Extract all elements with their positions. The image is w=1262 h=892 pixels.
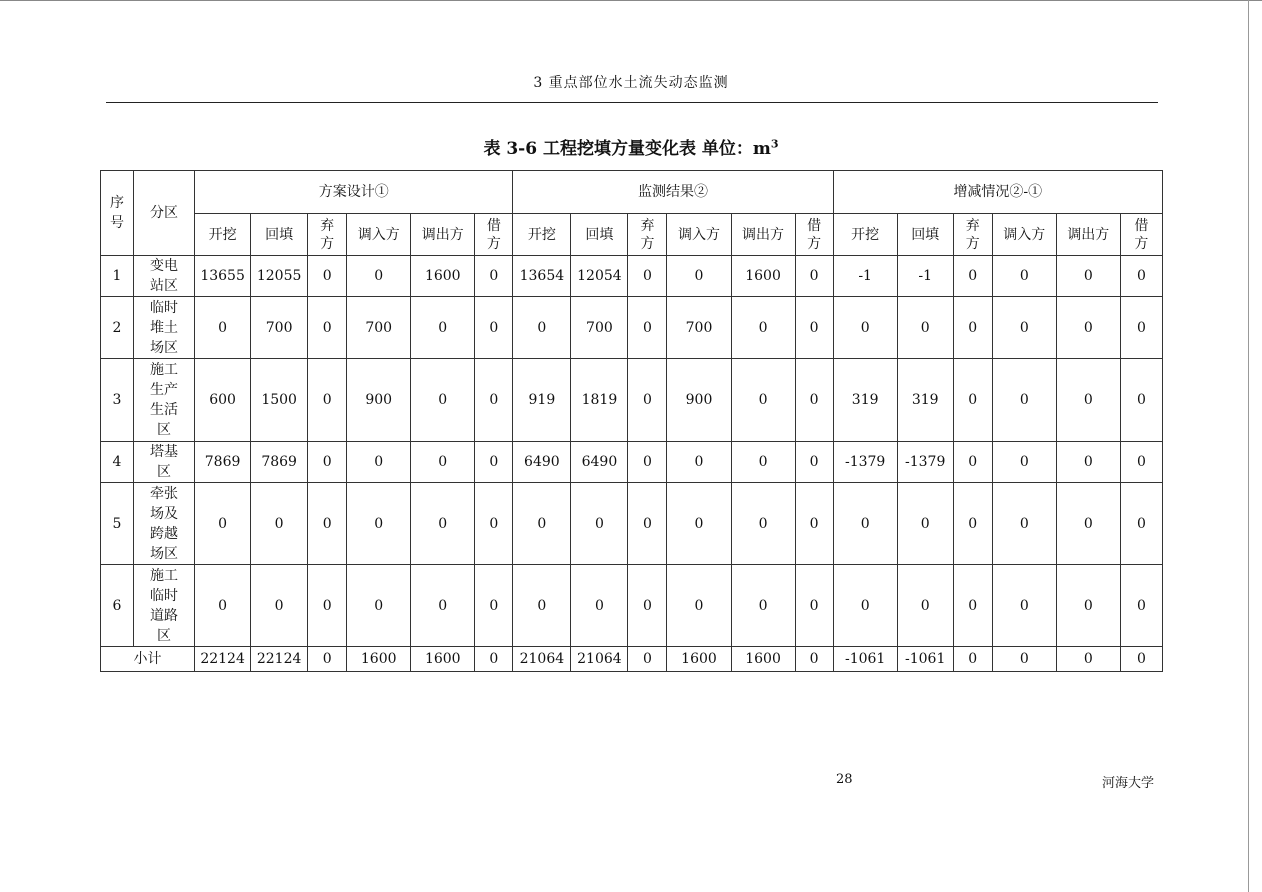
table-cell: 0	[195, 565, 251, 647]
table-cell: 0	[1056, 256, 1120, 297]
table-row	[101, 483, 1163, 565]
table-cell: 700	[667, 297, 731, 359]
subtotal-cell: 0	[953, 647, 992, 672]
header-rule	[106, 102, 1158, 103]
row-zone	[134, 297, 195, 359]
table-cell: 700	[251, 297, 308, 359]
sub-header-cell	[475, 214, 513, 256]
table-cell: 0	[571, 565, 628, 647]
table-cell: 600	[195, 359, 251, 442]
sub-header-cell: 调出方	[411, 214, 475, 256]
table-row	[101, 256, 1163, 297]
table-cell: -1	[897, 256, 953, 297]
table-cell: 700	[571, 297, 628, 359]
table-cell: -1379	[897, 442, 953, 483]
table-cell: -1379	[833, 442, 897, 483]
table-cell: 0	[411, 442, 475, 483]
table-cell: 0	[411, 359, 475, 442]
table-cell: 0	[795, 483, 833, 565]
group-header-change: 增减情况②-①	[833, 171, 1162, 214]
subtotal-row	[101, 647, 1163, 672]
table-cell: 0	[992, 483, 1056, 565]
table-cell: 0	[795, 297, 833, 359]
table-cell: 0	[195, 483, 251, 565]
table-cell: 0	[1120, 442, 1162, 483]
table-cell: 0	[833, 297, 897, 359]
table-cell: -1	[833, 256, 897, 297]
table-cell: 0	[897, 565, 953, 647]
table-cell: 1500	[251, 359, 308, 442]
table-cell: 0	[1056, 359, 1120, 442]
row-seq: 6	[101, 565, 134, 647]
table-cell: 0	[628, 565, 667, 647]
sub-header-text: 弃方	[320, 217, 335, 252]
sub-header-text: 借方	[807, 217, 822, 252]
table-cell: 0	[628, 359, 667, 442]
subtotal-cell: 0	[795, 647, 833, 672]
table-cell: 0	[833, 483, 897, 565]
table-cell: 0	[953, 297, 992, 359]
group-header-monitoring: 监测结果②	[513, 171, 833, 214]
subtotal-cell: 21064	[571, 647, 628, 672]
table-cell: 1600	[411, 256, 475, 297]
table-cell: 0	[731, 442, 795, 483]
sub-header-cell	[953, 214, 992, 256]
table-cell: 0	[897, 483, 953, 565]
page-frame-top	[0, 0, 1262, 1]
table-cell: 0	[731, 565, 795, 647]
sub-header-cell: 调出方	[731, 214, 795, 256]
sub-header-text: 借方	[486, 217, 501, 252]
sub-header-text: 弃方	[640, 217, 655, 252]
table-cell: 0	[411, 297, 475, 359]
row-zone-text: 施工临时道路区	[150, 567, 179, 644]
table-cell: 6490	[513, 442, 571, 483]
table-cell: 0	[347, 442, 411, 483]
institution-name: 河海大学	[1102, 776, 1155, 791]
sub-header-text: 借方	[1134, 217, 1149, 252]
sub-header-cell	[308, 214, 347, 256]
sub-header-cell	[795, 214, 833, 256]
table-cell: 6490	[571, 442, 628, 483]
table-cell: 0	[1056, 442, 1120, 483]
table-cell: 700	[347, 297, 411, 359]
table-cell: 0	[475, 256, 513, 297]
row-seq: 2	[101, 297, 134, 359]
row-zone	[134, 256, 195, 297]
table-cell: 0	[513, 483, 571, 565]
running-header: 3 重点部位水土流失动态监测	[533, 75, 729, 91]
row-zone-text: 施工生产生活区	[150, 362, 179, 438]
row-zone	[134, 483, 195, 565]
table-cell: 0	[731, 359, 795, 442]
table-cell: 0	[1120, 359, 1162, 442]
group-header-row	[101, 171, 1163, 214]
table-cell: 1819	[571, 359, 628, 442]
table-cell: 0	[475, 359, 513, 442]
table-cell: 0	[411, 565, 475, 647]
table-cell: 0	[571, 483, 628, 565]
table-cell: 0	[475, 565, 513, 647]
table-cell: 0	[795, 359, 833, 442]
subtotal-cell: 1600	[347, 647, 411, 672]
table-cell: 900	[667, 359, 731, 442]
subtotal-cell: -1061	[897, 647, 953, 672]
table-cell: 0	[795, 565, 833, 647]
table-cell: 0	[475, 297, 513, 359]
sub-header-cell: 开挖	[833, 214, 897, 256]
table-cell: 900	[347, 359, 411, 442]
table-cell: 0	[667, 483, 731, 565]
caption-superscript: 3	[770, 137, 779, 151]
table-cell: 0	[347, 565, 411, 647]
row-zone	[134, 442, 195, 483]
table-cell: 0	[251, 483, 308, 565]
subtotal-cell: 1600	[731, 647, 795, 672]
seq-header	[101, 171, 134, 256]
table-cell: 0	[1056, 483, 1120, 565]
row-seq: 4	[101, 442, 134, 483]
row-seq: 3	[101, 359, 134, 442]
table-cell: 0	[897, 297, 953, 359]
table-cell: 0	[953, 483, 992, 565]
sub-header-cell: 调入方	[667, 214, 731, 256]
table-cell: 12055	[251, 256, 308, 297]
subtotal-cell: 0	[628, 647, 667, 672]
table-cell: 0	[992, 442, 1056, 483]
table-cell: 0	[628, 442, 667, 483]
sub-header-cell: 回填	[571, 214, 628, 256]
table-cell: 0	[347, 256, 411, 297]
sub-header-cell: 回填	[251, 214, 308, 256]
subtotal-cell: 0	[308, 647, 347, 672]
sub-header-cell: 调出方	[1056, 214, 1120, 256]
table-cell: 0	[475, 442, 513, 483]
table-cell: 0	[628, 256, 667, 297]
table-cell: 0	[1120, 297, 1162, 359]
table-cell: 0	[1120, 256, 1162, 297]
table-cell: 13655	[195, 256, 251, 297]
table-cell: 0	[731, 483, 795, 565]
table-cell: 0	[1120, 565, 1162, 647]
table-cell: 0	[308, 256, 347, 297]
table-cell: 0	[795, 442, 833, 483]
subtotal-cell: 22124	[195, 647, 251, 672]
table-cell: 12054	[571, 256, 628, 297]
subtotal-cell: 1600	[411, 647, 475, 672]
table-cell: 0	[195, 297, 251, 359]
row-zone	[134, 565, 195, 647]
table-cell: 0	[731, 297, 795, 359]
subtotal-cell: 0	[1056, 647, 1120, 672]
sub-header-cell: 调入方	[347, 214, 411, 256]
table-cell: 0	[795, 256, 833, 297]
page-number: 28	[836, 772, 853, 787]
table-cell: 0	[953, 359, 992, 442]
table-cell: 0	[308, 565, 347, 647]
table-cell: 919	[513, 359, 571, 442]
table-cell: 13654	[513, 256, 571, 297]
sub-header-text: 弃方	[965, 217, 980, 252]
earthwork-table	[100, 170, 1163, 672]
sub-header-cell: 开挖	[195, 214, 251, 256]
table-cell: 0	[308, 442, 347, 483]
subtotal-cell: 0	[475, 647, 513, 672]
table-cell: 0	[475, 483, 513, 565]
row-zone-text: 牵张场及跨越场区	[150, 485, 179, 562]
subtotal-cell: 21064	[513, 647, 571, 672]
table-cell: 319	[897, 359, 953, 442]
subtotal-cell: 22124	[251, 647, 308, 672]
subtotal-cell: 1600	[667, 647, 731, 672]
table-cell: 0	[628, 483, 667, 565]
table-cell: 0	[992, 359, 1056, 442]
table-row	[101, 297, 1163, 359]
table-cell: 0	[411, 483, 475, 565]
table-cell: 0	[251, 565, 308, 647]
table-cell: 0	[667, 256, 731, 297]
table-cell: 0	[308, 359, 347, 442]
table-cell: 0	[1120, 483, 1162, 565]
sub-header-cell: 调入方	[992, 214, 1056, 256]
sub-header-cell: 回填	[897, 214, 953, 256]
table-cell: 0	[992, 565, 1056, 647]
sub-header-cell	[1120, 214, 1162, 256]
table-cell: 0	[513, 565, 571, 647]
table-cell: 0	[1056, 565, 1120, 647]
table-row	[101, 359, 1163, 442]
caption-text: 表 3-6 工程挖填方量变化表 单位：m	[483, 139, 771, 159]
table-cell: 7869	[195, 442, 251, 483]
row-zone-text: 临时堆土场区	[150, 299, 179, 356]
sub-header-row	[101, 214, 1163, 256]
table-cell: 0	[667, 565, 731, 647]
row-seq: 5	[101, 483, 134, 565]
table-cell: 0	[628, 297, 667, 359]
table-cell: 0	[833, 565, 897, 647]
table-cell: 0	[953, 442, 992, 483]
sub-header-cell	[628, 214, 667, 256]
subtotal-cell: 0	[1120, 647, 1162, 672]
table-cell: 0	[308, 483, 347, 565]
group-header-design: 方案设计①	[195, 171, 513, 214]
table-cell: 0	[347, 483, 411, 565]
table-cell: 7869	[251, 442, 308, 483]
row-seq: 1	[101, 256, 134, 297]
subtotal-cell: -1061	[833, 647, 897, 672]
subtotal-cell: 0	[992, 647, 1056, 672]
table-cell: 0	[667, 442, 731, 483]
seq-header-text: 序号	[110, 195, 124, 231]
table-cell: 0	[1056, 297, 1120, 359]
table-row	[101, 442, 1163, 483]
table-row	[101, 565, 1163, 647]
zone-header: 分区	[134, 171, 195, 256]
row-zone	[134, 359, 195, 442]
row-zone-text: 塔基区	[150, 444, 179, 480]
table-cell: 0	[513, 297, 571, 359]
table-body	[101, 256, 1163, 672]
table-cell: 0	[992, 297, 1056, 359]
table-cell: 319	[833, 359, 897, 442]
table-cell: 1600	[731, 256, 795, 297]
table-cell: 0	[992, 256, 1056, 297]
row-zone-text: 变电站区	[150, 258, 179, 294]
table-cell: 0	[953, 565, 992, 647]
table-cell: 0	[308, 297, 347, 359]
table-cell: 0	[953, 256, 992, 297]
sub-header-cell: 开挖	[513, 214, 571, 256]
subtotal-label: 小计	[101, 647, 195, 672]
table-caption	[0, 134, 1262, 159]
